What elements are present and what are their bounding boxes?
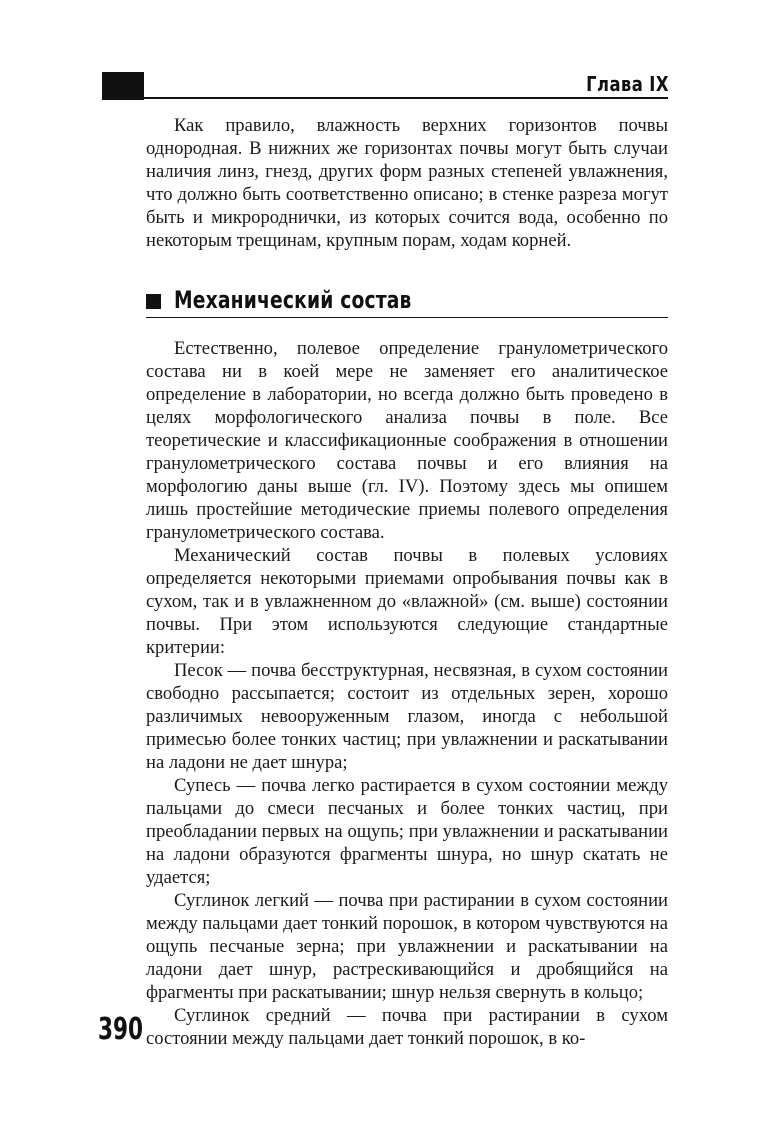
intro-text [146,114,668,252]
page-number: 390 [98,1012,144,1047]
paragraph: Механический состав почвы в полевых условиях определяется некоторыми приемами опробывания почвы как в сухом, так и в увлажненном до «влажной» (см. выше) состоянии почвы. При этом используются следующие стандартные критерии: [146,545,668,658]
header-rule [144,97,668,99]
chapter-label: Глава IX [586,72,669,96]
paragraph: Песок — почва бесструктурная, несвязная, в сухом состоянии свободно рассыпается; состоит из отдельных зерен, хорошо различимых невооруженным глазом, иногда с небольшой примесью более тонких частиц; при увлажнении и раскатывании на ладони не дает шнура; [146,660,668,773]
paragraph: Суглинок легкий — почва при растирании в сухом состоянии между пальцами дает тонкий порошок, в котором чувствуются на ощупь песчаные зерна; при увлажнении и раскатывании на ладони дает шнур, растрескивающийся и дробящийся на фрагменты при раскатывании; шнур нельзя свернуть в кольцо; [146,890,668,1003]
section-title: Механический состав [174,286,412,314]
paragraph: Естественно, полевое определение гранулометрического состава ни в коей мере не заменяет его аналитическое определение в лаборатории, но всегда должно быть проведено в целях морфологического анализа почвы в поле. Все теоретические и классификационные соображения в отношении гранулометрического состава почвы и его влияния на морфологию даны выше (гл. IV). Поэтому здесь мы опишем лишь простейшие методические приемы полевого определения гранулометрического состава. [146,338,668,543]
section-heading [146,287,668,318]
section-bullet-icon [146,294,161,309]
paragraph: Супесь — почва легко растирается в сухом состоянии между пальцами до смеси песчаных и более тонких частиц, при преобладании первых на ощупь; при увлажнении и раскатывании на ладони образуются фрагменты шнура, но шнур скатать не удается; [146,775,668,888]
paragraph: Суглинок средний — почва при растирании в сухом состоянии между пальцами дает тонкий порошок, в ко- [146,1005,668,1049]
intro-paragraph: Как правило, влажность верхних горизонтов почвы однородная. В нижних же горизонтах почвы могут быть случаи наличия линз, гнезд, других форм разных степеней увлажнения, что должно быть соответственно описано; в стенке разреза могут быть и микророднички, из которых сочится вода, особенно по некоторым трещинам, крупным порам, ходам корней. [146,115,668,251]
section-body [146,337,668,1050]
header-black-block [102,72,144,100]
